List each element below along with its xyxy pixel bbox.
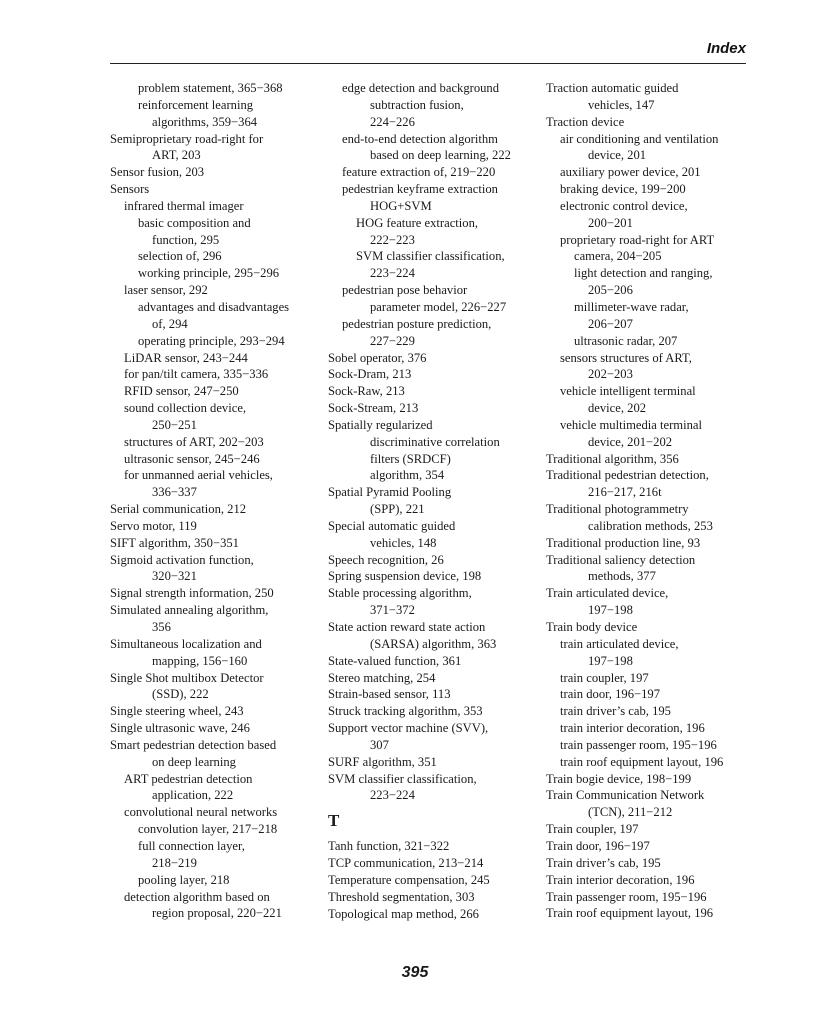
index-subentry: 197−198	[588, 603, 633, 618]
index-subentry: full connection layer,	[138, 838, 245, 853]
index-subentry: camera, 204−205	[574, 249, 662, 264]
index-entry: Threshold segmentation, 303	[328, 889, 475, 904]
index-entry: Traditional photogrammetry	[546, 502, 689, 517]
index-subentry: 200−201	[588, 215, 633, 230]
index-subentry: 356	[152, 620, 171, 634]
index-entry: Sock-Raw, 213	[328, 384, 405, 399]
index-subentry: feature extraction of, 219−220	[342, 165, 496, 180]
index-entry: Traditional pedestrian detection,	[546, 468, 709, 483]
index-subentry: ART pedestrian detection	[124, 771, 253, 786]
index-entry: Serial communication, 212	[110, 502, 247, 517]
index-entry: Traditional production line, 93	[546, 535, 701, 550]
index-subentry: 216−217, 216t	[588, 485, 662, 500]
index-entry: SVM classifier classification,	[328, 771, 477, 786]
running-header-title: Index	[706, 40, 746, 57]
index-subentry: 250−251	[152, 417, 197, 432]
index-entry: Train roof equipment layout, 196	[546, 906, 714, 921]
index-subentry: auxiliary power device, 201	[560, 165, 701, 180]
index-subentry: train coupler, 197	[560, 670, 649, 685]
index-subentry: electronic control device,	[560, 198, 688, 213]
index-subentry: detection algorithm based on	[124, 889, 270, 904]
index-subentry: based on deep learning, 222	[370, 148, 511, 163]
index-subentry: ultrasonic radar, 207	[574, 333, 678, 348]
index-subentry: LiDAR sensor, 243−244	[124, 350, 248, 365]
index-subentry: edge detection and background	[342, 81, 500, 95]
index-entry: Special automatic guided	[328, 518, 456, 533]
index-entry: Train interior decoration, 196	[546, 872, 695, 887]
index-column-1	[110, 80, 325, 922]
index-subentry: 223−224	[370, 788, 415, 803]
index-entry: Train coupler, 197	[546, 822, 639, 837]
index-entry: Servo motor, 119	[110, 518, 197, 533]
index-subentry: braking device, 199−200	[560, 182, 686, 197]
index-subentry: 202−203	[588, 367, 633, 382]
index-subentry: mapping, 156−160	[152, 653, 248, 668]
header-rule	[110, 63, 746, 64]
index-subentry: 227−229	[370, 333, 415, 348]
index-subentry: for unmanned aerial vehicles,	[124, 468, 273, 483]
index-subentry: pedestrian keyframe extraction	[342, 182, 498, 197]
index-subentry: reinforcement learning	[138, 97, 254, 112]
index-entry: State-valued function, 361	[328, 653, 462, 668]
index-entry: Semiproprietary road-right for	[110, 131, 264, 146]
index-subentry: device, 201−202	[588, 434, 673, 449]
index-entry: Simulated annealing algorithm,	[110, 603, 269, 618]
index-entry: Sigmoid activation function,	[110, 552, 254, 567]
index-entry: Sobel operator, 376	[328, 350, 427, 365]
index-subentry: 205−206	[588, 283, 633, 298]
index-subentry: HOG feature extraction,	[356, 215, 479, 230]
index-entry: Train articulated device,	[546, 586, 669, 601]
index-subentry: laser sensor, 292	[124, 283, 208, 298]
index-subentry: SVM classifier classification,	[356, 249, 505, 264]
index-entry: Single Shot multibox Detector	[110, 670, 264, 685]
index-subentry: problem statement, 365−368	[138, 81, 283, 95]
index-subentry: selection of, 296	[138, 249, 222, 264]
index-subentry: discriminative correlation	[370, 434, 500, 449]
index-subentry: ART, 203	[152, 148, 201, 163]
index-subentry: 336−337	[152, 485, 197, 500]
index-subentry: convolutional neural networks	[124, 805, 278, 820]
index-subentry: algorithms, 359−364	[152, 114, 258, 129]
index-subentry: device, 202	[588, 401, 647, 416]
index-subentry: vehicles, 148	[370, 535, 437, 550]
index-entry: Traction device	[546, 114, 625, 129]
index-subentry: advantages and disadvantages	[138, 299, 290, 314]
index-entry: Sensors	[110, 182, 150, 197]
index-subentry: pooling layer, 218	[138, 872, 230, 887]
index-subentry: vehicles, 147	[588, 97, 655, 112]
index-entry: Spatial Pyramid Pooling	[328, 485, 452, 500]
index-subentry: 371−372	[370, 603, 415, 618]
index-entry: Topological map method, 266	[328, 906, 479, 921]
index-entry: Train door, 196−197	[546, 838, 650, 853]
index-subentry: 320−321	[152, 569, 197, 584]
index-subentry: vehicle multimedia terminal	[560, 417, 702, 432]
index-subentry: algorithm, 354	[370, 468, 445, 483]
index-subentry: parameter model, 226−227	[370, 299, 507, 314]
index-subentry: air conditioning and ventilation	[560, 131, 719, 146]
index-entry: Smart pedestrian detection based	[110, 737, 277, 752]
index-entry: Spatially regularized	[328, 417, 433, 432]
index-entry: Spring suspension device, 198	[328, 569, 482, 584]
index-subentry: infrared thermal imager	[124, 198, 244, 213]
index-subentry: convolution layer, 217−218	[138, 822, 278, 837]
index-subentry: train driver’s cab, 195	[560, 704, 671, 719]
index-subentry: 307	[370, 737, 389, 752]
index-entry: Signal strength information, 250	[110, 586, 274, 601]
index-entry: SURF algorithm, 351	[328, 754, 437, 769]
index-entry: SIFT algorithm, 350−351	[110, 535, 239, 550]
index-subentry: on deep learning	[152, 754, 236, 769]
index-subentry: working principle, 295−296	[138, 266, 280, 281]
index-entry: Single steering wheel, 243	[110, 704, 244, 719]
index-subentry: operating principle, 293−294	[138, 333, 285, 348]
index-entry: Speech recognition, 26	[328, 552, 444, 567]
index-entry: Train bogie device, 198−199	[546, 771, 692, 786]
index-subentry: train passenger room, 195−196	[560, 737, 717, 752]
index-subentry: train interior decoration, 196	[560, 721, 705, 736]
index-subentry: function, 295	[152, 232, 220, 247]
index-subentry: basic composition and	[138, 215, 251, 230]
index-entry: Sock-Dram, 213	[328, 367, 412, 382]
index-subentry: ultrasonic sensor, 245−246	[124, 451, 260, 466]
index-entry: TCP communication, 213−214	[328, 856, 484, 871]
index-subentry: structures of ART, 202−203	[124, 434, 264, 449]
index-subentry: 218−219	[152, 855, 197, 870]
index-entry: Tanh function, 321−322	[328, 839, 450, 854]
index-entry: Strain-based sensor, 113	[328, 687, 451, 702]
index-subentry: sensors structures of ART,	[560, 350, 692, 365]
index-subentry: train roof equipment layout, 196	[560, 754, 724, 769]
index-subentry: 206−207	[588, 316, 633, 331]
index-subentry: vehicle intelligent terminal	[560, 384, 696, 399]
index-subentry: HOG+SVM	[370, 198, 432, 213]
index-entry: Simultaneous localization and	[110, 636, 262, 651]
index-subentry: 197−198	[588, 653, 633, 668]
index-entry: Train passenger room, 195−196	[546, 889, 707, 904]
index-subentry: light detection and ranging,	[574, 266, 713, 281]
index-entry: Train Communication Network	[546, 788, 705, 803]
section-letter-heading: T	[328, 811, 340, 831]
index-subentry: methods, 377	[588, 569, 656, 584]
index-entry: Struck tracking algorithm, 353	[328, 704, 483, 719]
index-subentry: end-to-end detection algorithm	[342, 131, 498, 146]
index-entry: State action reward state action	[328, 620, 486, 634]
index-subentry: pedestrian pose behavior	[342, 283, 468, 298]
index-entry: Train driver’s cab, 195	[546, 855, 661, 870]
index-subentry: (SARSA) algorithm, 363	[370, 636, 497, 651]
index-entry: Traditional saliency detection	[546, 552, 696, 567]
index-subentry: pedestrian posture prediction,	[342, 316, 492, 331]
index-entry: Traction automatic guided	[546, 81, 679, 95]
index-subentry: millimeter-wave radar,	[574, 299, 689, 314]
index-subentry: of, 294	[152, 316, 188, 331]
index-subentry: (TCN), 211−212	[588, 805, 673, 820]
page-number: 395	[401, 964, 429, 981]
index-subentry: region proposal, 220−221	[152, 906, 282, 921]
index-entry: Train body device	[546, 620, 638, 634]
index-subentry: 224−226	[370, 114, 415, 129]
index-entry: Stereo matching, 254	[328, 670, 436, 685]
index-subentry: (SSD), 222	[152, 687, 209, 702]
index-column-3	[546, 80, 761, 922]
index-entry: Traditional algorithm, 356	[546, 451, 679, 466]
index-entry: Support vector machine (SVV),	[328, 721, 489, 736]
index-entry: Sock-Stream, 213	[328, 401, 419, 416]
index-subentry: for pan/tilt camera, 335−336	[124, 367, 269, 382]
index-entry: Temperature compensation, 245	[328, 872, 490, 887]
index-subentry: proprietary road-right for ART	[560, 232, 715, 247]
index-entry: Single ultrasonic wave, 246	[110, 721, 250, 736]
index-subentry: calibration methods, 253	[588, 518, 713, 533]
index-subentry: sound collection device,	[124, 401, 247, 416]
index-subentry: subtraction fusion,	[370, 97, 464, 112]
index-subentry: train door, 196−197	[560, 687, 660, 702]
index-column-2	[328, 80, 543, 923]
index-entry: Sensor fusion, 203	[110, 165, 205, 180]
index-subentry: 222−223	[370, 232, 415, 247]
index-entry: Stable processing algorithm,	[328, 586, 472, 601]
index-subentry: train articulated device,	[560, 636, 679, 651]
index-subentry: 223−224	[370, 266, 415, 281]
index-subentry: device, 201	[588, 148, 647, 163]
index-subentry: (SPP), 221	[370, 502, 425, 517]
index-subentry: application, 222	[152, 788, 234, 803]
index-subentry: RFID sensor, 247−250	[124, 384, 239, 399]
index-subentry: filters (SRDCF)	[370, 451, 451, 466]
